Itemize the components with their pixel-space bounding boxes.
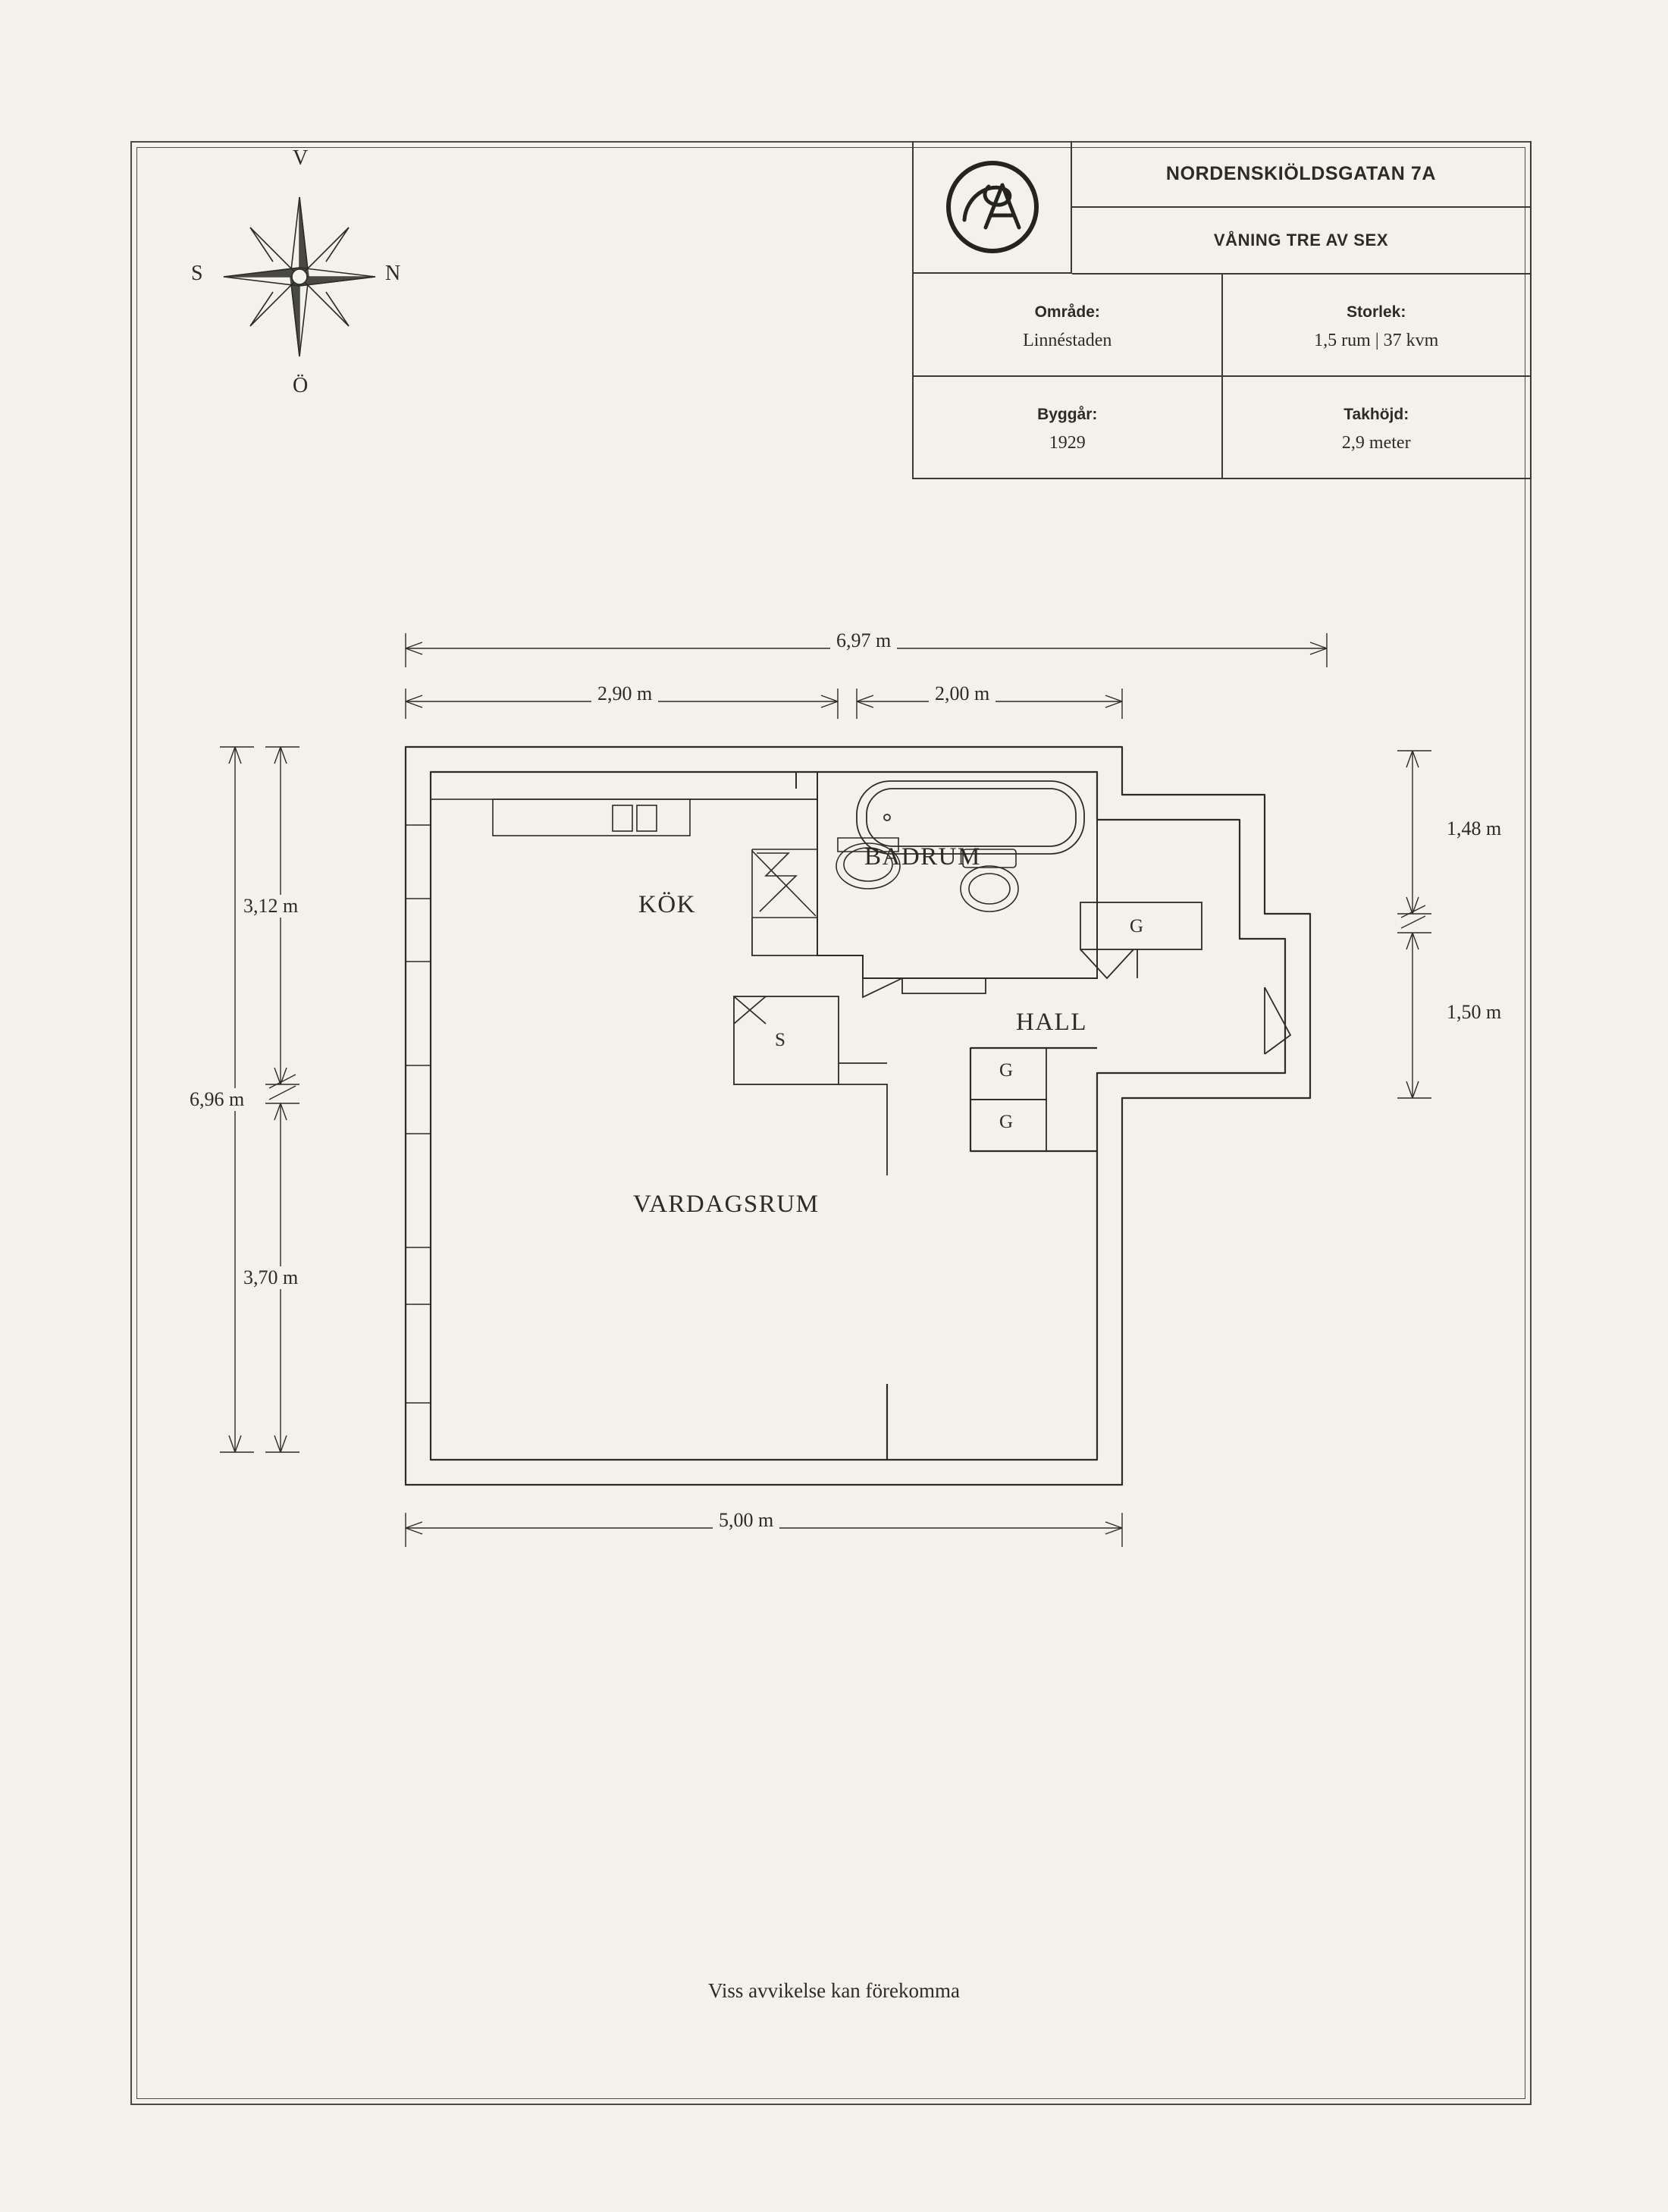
compass-rose (190, 146, 409, 413)
meta-year-label: Byggår: (1037, 406, 1098, 423)
title-block (912, 141, 1532, 479)
room-label-hall: HALL (1016, 1009, 1087, 1036)
dim-right-upper: 1,48 m (1441, 817, 1507, 840)
dim-left-lower: 3,70 m (237, 1266, 304, 1289)
logo-icon (914, 141, 1072, 274)
plan-address: NORDENSKIÖLDSGATAN 7A (1072, 141, 1532, 208)
dim-top-right: 2,00 m (929, 682, 995, 705)
compass-label-down: Ö (293, 374, 309, 397)
meta-size (1223, 275, 1532, 377)
closet-label-g-2: G (999, 1060, 1014, 1081)
meta-area (914, 275, 1223, 377)
meta-area-label: Område: (1034, 303, 1100, 321)
dim-top-total: 6,97 m (830, 629, 897, 652)
meta-ceiling (1223, 377, 1532, 479)
compass-label-up: V (293, 146, 309, 170)
dim-bottom: 5,00 m (713, 1509, 779, 1532)
closet-label-g-1: G (1130, 916, 1145, 937)
room-label-kok: KÖK (638, 891, 696, 918)
dim-left-upper: 3,12 m (237, 895, 304, 918)
meta-ceiling-label: Takhöjd: (1343, 406, 1409, 423)
closet-label-g-3: G (999, 1112, 1014, 1132)
meta-size-label: Storlek: (1347, 303, 1406, 321)
compass-label-right: N (385, 262, 401, 285)
dim-top-left: 2,90 m (591, 682, 658, 705)
meta-ceiling-value: 2,9 meter (1341, 433, 1411, 453)
meta-year (914, 377, 1223, 479)
floor-plan-svg (190, 599, 1501, 1812)
closet-label-s: S (775, 1030, 787, 1050)
meta-area-value: Linnéstaden (1023, 331, 1112, 350)
dim-right-lower: 1,50 m (1441, 1001, 1507, 1024)
room-label-vardagsrum: VARDAGSRUM (633, 1191, 820, 1218)
disclaimer-note: Viss avvikelse kan förekomma (707, 1979, 961, 2002)
floor-plan-drawing (190, 599, 1501, 1812)
meta-year-value: 1929 (1049, 433, 1086, 453)
plan-floor: VÅNING TRE AV SEX (1072, 208, 1532, 275)
dim-left-total: 6,96 m (183, 1088, 250, 1111)
room-label-badrum: BADRUM (864, 843, 981, 871)
compass-label-left: S (191, 262, 203, 285)
meta-size-value: 1,5 rum | 37 kvm (1314, 331, 1439, 350)
